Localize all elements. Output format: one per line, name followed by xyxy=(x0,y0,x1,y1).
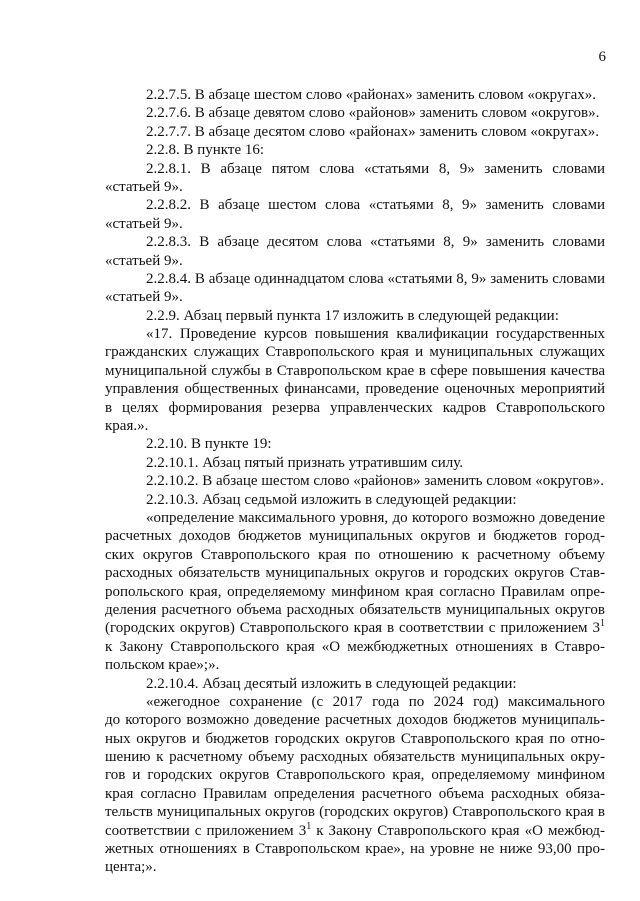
line-text: 2.2.9. Абзац первый пункта 17 изложить в следующей редакции: xyxy=(146,307,559,324)
text-line xyxy=(105,123,605,141)
superscript: 1 xyxy=(600,619,605,630)
document-body xyxy=(105,86,605,877)
line-text: «статьей 9». xyxy=(105,178,183,195)
line-text: управления общественных финансами, проведение оценочных мероприятий xyxy=(105,381,605,398)
line-text: «17. Проведение курсов повышения квалификации государственных xyxy=(146,326,605,343)
text-line xyxy=(105,178,605,196)
line-text: 2.2.10. В пункте 19: xyxy=(146,436,272,453)
line-text: ских округов Ставропольского края по отношению к расчетному объему xyxy=(105,546,605,563)
line-text: до которого возможно доведение расчетных доходов бюджетов муниципаль- xyxy=(105,712,605,729)
line-text: ных округов и бюджетов городских округов Ставропольского края по отно- xyxy=(105,730,605,747)
line-text: 2.2.7.5. В абзаце шестом слово «районах» заменить словом «округах». xyxy=(146,87,597,103)
text-line xyxy=(105,656,605,674)
line-text: к Закону Ставропольского края «О межбюджетных отношениях в Ставро- xyxy=(105,638,605,655)
line-text: 2.2.10.4. Абзац десятый изложить в следующей редакции: xyxy=(146,675,517,692)
text-line xyxy=(105,601,605,619)
text-line xyxy=(105,730,605,748)
line-text: «статьей 9». xyxy=(105,289,183,306)
page-number: 6 xyxy=(598,49,606,65)
line-text: 2.2.8. В пункте 16: xyxy=(146,142,265,159)
line-text: 2.2.10.3. Абзац седьмой изложить в следующей редакции: xyxy=(146,491,517,508)
line-text: 2.2.8.2. В абзаце шестом слова «статьями 8, 9» заменить словами xyxy=(146,197,605,214)
text-line xyxy=(105,858,605,876)
text-line xyxy=(105,288,605,306)
text-line xyxy=(105,472,605,490)
line-text: 2.2.8.1. В абзаце пятом слова «статьями 8, 9» заменить словами xyxy=(146,160,605,177)
text-line xyxy=(105,454,605,472)
text-line xyxy=(105,564,605,582)
text-line xyxy=(105,362,605,380)
text-line xyxy=(105,509,605,527)
text-line xyxy=(105,748,605,766)
text-line xyxy=(105,711,605,729)
text-line xyxy=(105,215,605,233)
line-text: ропольского края, определяемому минфином края согласно Правилам опре- xyxy=(105,583,605,600)
line-text: 2.2.7.6. В абзаце девятом слово «районов» заменить словом «округов». xyxy=(146,105,600,122)
line-text: гов и городских округов Ставропольского края, определяемому минфином xyxy=(105,767,605,784)
text-line xyxy=(105,527,605,545)
line-text: 2.2.8.3. В абзаце десятом слова «статьями 8, 9» заменить словами xyxy=(146,234,605,251)
line-text: 2.2.10.2. В абзаце шестом слово «районов» заменить словом «округов». xyxy=(146,473,604,490)
text-line xyxy=(105,399,605,417)
text-line xyxy=(105,693,605,711)
line-text: жетных отношениях в Ставропольском крае», на уровне не ниже 93,00 про- xyxy=(105,841,605,858)
text-line xyxy=(105,196,605,214)
text-line xyxy=(105,104,605,122)
text-line xyxy=(105,546,605,564)
line-text: польском крае»;». xyxy=(105,657,220,674)
line-text: муниципальной службы в Ставропольском крае в сфере повышения качества xyxy=(105,362,605,379)
text-line xyxy=(105,435,605,453)
line-text: расходных обязательств муниципальных округов и городских округов Став- xyxy=(105,565,605,582)
line-text: шению к расчетному объему расходных обязательств муниципальных окру- xyxy=(105,749,605,766)
text-line xyxy=(105,141,605,159)
text-line xyxy=(105,766,605,784)
line-text: в целях формирования резерва управленческих кадров Ставропольского xyxy=(105,399,605,416)
line-text: «статьей 9». xyxy=(105,252,183,269)
text-line xyxy=(105,307,605,325)
text-line xyxy=(105,252,605,270)
text-line xyxy=(105,325,605,343)
line-text: цента;». xyxy=(105,859,157,876)
line-text: расчетных доходов бюджетов муниципальных округов и бюджетов город- xyxy=(105,528,605,545)
line-text: (городских округов) Ставропольского края в соответствии с приложением 3 xyxy=(105,620,600,637)
text-line xyxy=(105,233,605,251)
text-line xyxy=(105,491,605,509)
text-line xyxy=(105,785,605,803)
line-text-continued: к Закону Ставропольского края «О межбюд- xyxy=(311,822,605,839)
text-line xyxy=(105,86,605,104)
text-line xyxy=(105,343,605,361)
line-text: 2.2.8.4. В абзаце одиннадцатом слова «статьями 8, 9» заменить словами xyxy=(146,270,605,287)
line-text: гражданских служащих Ставропольского края и муниципальных служащих xyxy=(105,344,605,361)
text-line xyxy=(105,803,605,821)
line-text: края согласно Правилам определения расчетного объема расходных обяза- xyxy=(105,785,605,802)
line-text: «определение максимального уровня, до которого возможно доведение xyxy=(146,509,605,526)
line-text: тельств муниципальных округов (городских округов) Ставропольского края в xyxy=(105,804,605,821)
text-line xyxy=(105,380,605,398)
line-text: края.». xyxy=(105,418,149,435)
line-text: деления расчетного объема расходных обязательств муниципальных округов xyxy=(105,601,605,618)
line-text: 2.2.10.1. Абзац пятый признать утратившим силу. xyxy=(146,454,463,471)
text-line xyxy=(105,160,605,178)
text-line xyxy=(105,417,605,435)
text-line xyxy=(105,675,605,693)
text-line xyxy=(105,619,605,637)
text-line xyxy=(105,638,605,656)
line-text: 2.2.7.7. В абзаце десятом слово «районах» заменить словом «округах». xyxy=(146,123,600,140)
line-text: «статьей 9». xyxy=(105,215,183,232)
text-line xyxy=(105,840,605,858)
superscript: 1 xyxy=(306,821,312,832)
text-line xyxy=(105,270,605,288)
line-text: соответствии с приложением 3 xyxy=(105,822,307,839)
text-line xyxy=(105,822,605,840)
line-text: «ежегодное сохранение (с 2017 года по 2024 год) максимального xyxy=(146,693,605,710)
text-line xyxy=(105,583,605,601)
